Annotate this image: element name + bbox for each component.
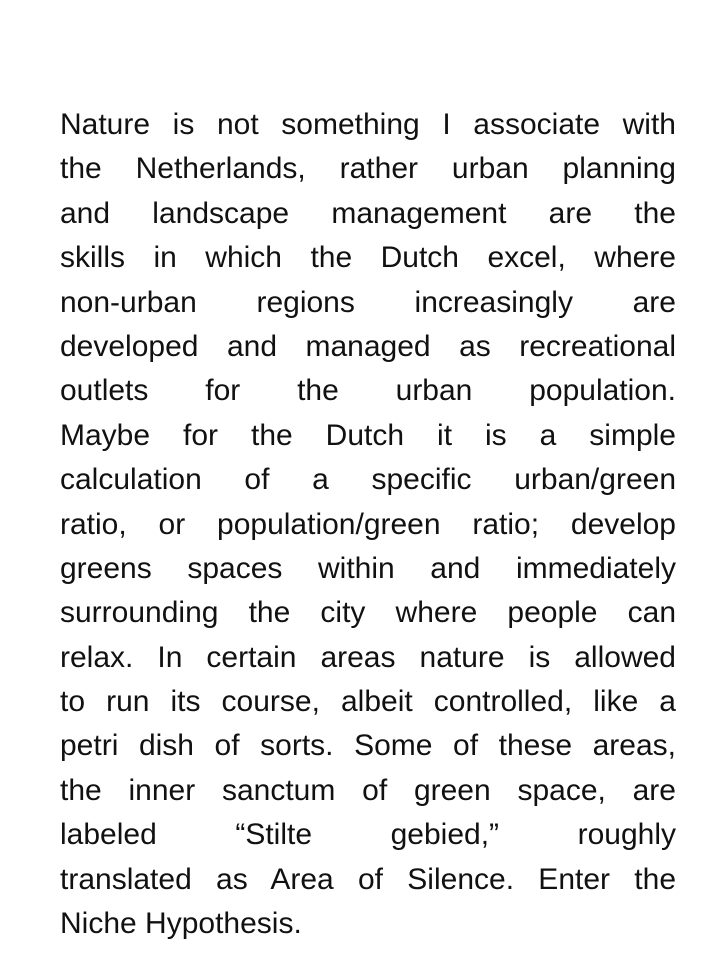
paragraph-line: non-urban regions increasingly are xyxy=(60,285,676,319)
paragraph-line: Maybe for the Dutch it is a simple xyxy=(60,418,676,452)
paragraph-line: relax. In certain areas nature is allowed xyxy=(60,640,676,674)
paragraph-line: surrounding the city where people can xyxy=(60,596,676,630)
paragraph-line: developed and managed as recreational xyxy=(60,329,676,363)
paragraph-line: translated as Area of Silence. Enter the xyxy=(60,862,676,896)
paragraph-line: the Netherlands, rather urban planning xyxy=(60,152,676,186)
body-paragraph xyxy=(60,103,676,946)
paragraph-line: petri dish of sorts. Some of these areas, xyxy=(60,729,676,763)
paragraph-line: to run its course, albeit controlled, like a xyxy=(60,685,676,719)
paragraph-line: labeled “Stilte gebied,” roughly xyxy=(60,818,676,852)
paragraph-line: skills in which the Dutch excel, where xyxy=(60,241,676,275)
paragraph-line: Niche Hypothesis. xyxy=(60,907,302,941)
paragraph-line: outlets for the urban population. xyxy=(60,374,676,408)
paragraph-line: the inner sanctum of green space, are xyxy=(60,773,676,807)
paragraph-line: calculation of a specific urban/green xyxy=(60,463,676,497)
paragraph-line: and landscape management are the xyxy=(60,196,676,230)
paragraph-line: greens spaces within and immediately xyxy=(60,551,676,585)
paragraph-line: Nature is not something I associate with xyxy=(60,108,676,141)
paragraph-line: ratio, or population/green ratio; develop xyxy=(60,507,676,541)
